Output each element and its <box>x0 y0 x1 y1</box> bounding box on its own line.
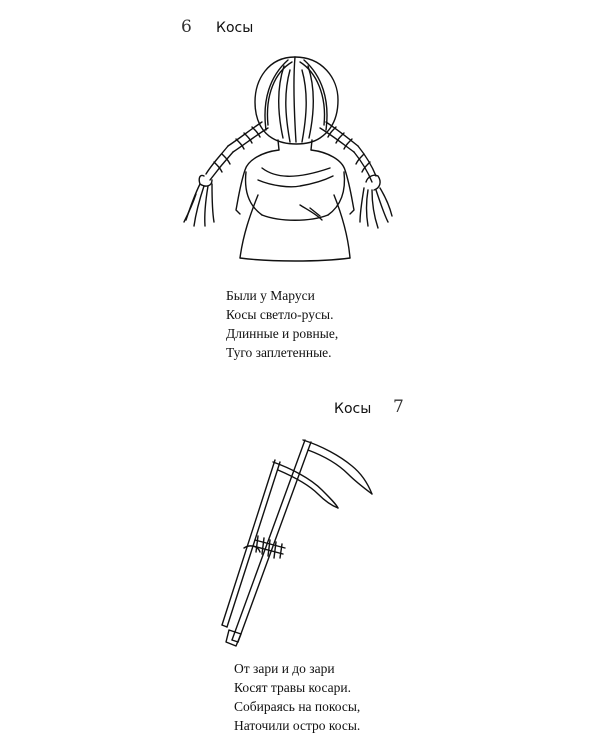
poem-line: Были у Маруси <box>226 288 315 303</box>
poem-line: От зари и до зари <box>234 661 335 676</box>
poem-line: Косы светло-русы. <box>226 307 334 322</box>
page-number-top: 6 <box>181 17 192 37</box>
poem-line: Косят травы косари. <box>234 680 351 695</box>
poem-line: Собираясь на покосы, <box>234 699 361 714</box>
poem-line: Длинные и ровные, <box>226 326 339 341</box>
poem-line: Наточили остро косы. <box>234 718 361 733</box>
poem-line: Туго заплетенные. <box>226 345 332 360</box>
page-number-bottom: 7 <box>393 397 404 417</box>
poem-top <box>226 286 338 362</box>
poem-bottom <box>234 659 360 735</box>
girl-with-braids-illustration <box>0 0 600 270</box>
scythes-illustration <box>0 430 600 660</box>
page-heading-top: Косы <box>216 20 254 36</box>
page-heading-bottom: Косы <box>334 401 372 417</box>
